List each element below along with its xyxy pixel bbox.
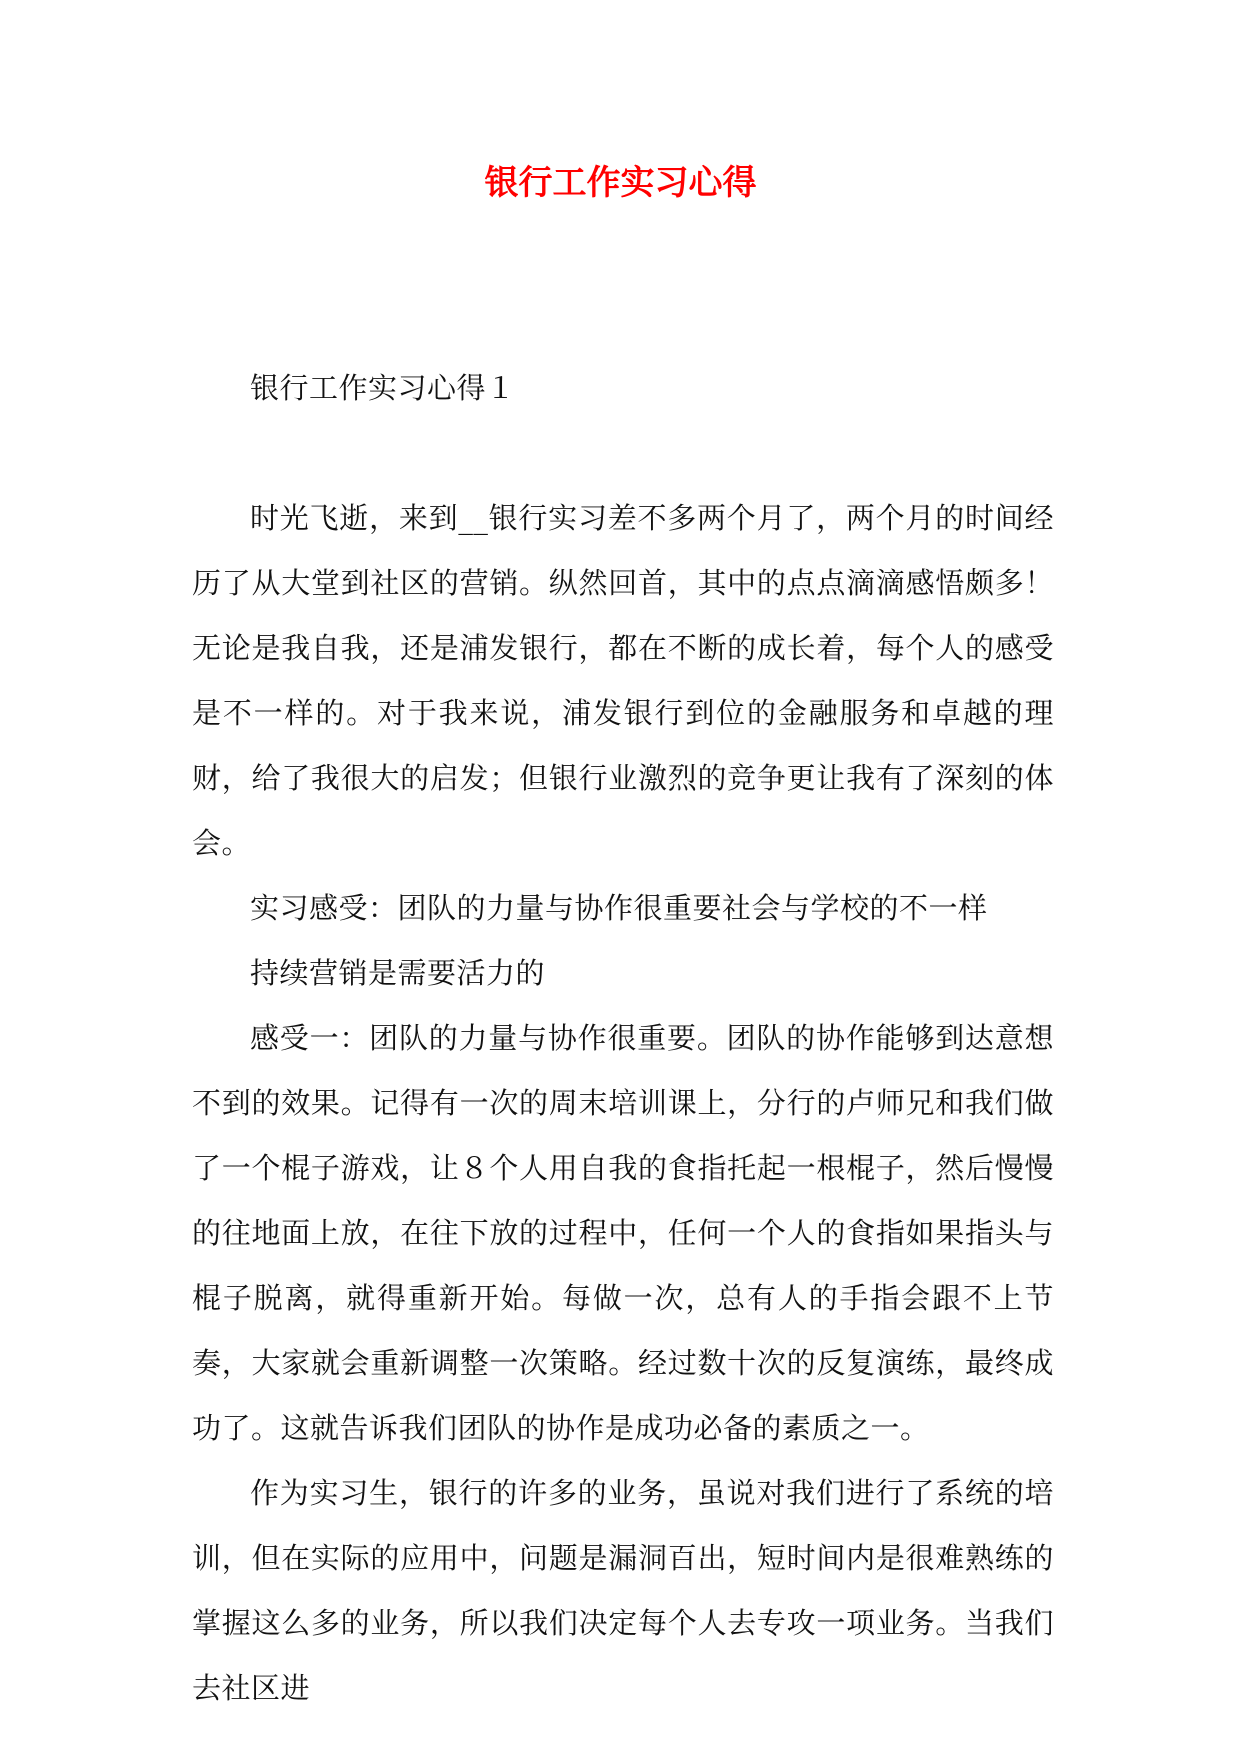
- paragraph-intro: 时光飞逝，来到__银行实习差不多两个月了，两个月的时间经历了从大堂到社区的营销。纵然回首，其中的点点滴滴感悟颇多！无论是我自我，还是浦发银行，都在不断的成长着，每个人的感受是不一样的。对于我来说，浦发银行到位的金融服务和卓越的理财，给了我很大的启发；但银行业激烈的竞争更让我有了深刻的体会。: [192, 501, 1054, 860]
- paragraph-feeling-one: 感受一：团队的力量与协作很重要。团队的协作能够到达意想不到的效果。记得有一次的周末培训课上，分行的卢师兄和我们做了一个棍子游戏，让８个人用自我的食指托起一根棍子，然后慢慢的往地面上放，在往下放的过程中，任何一个人的食指如果指头与棍子脱离，就得重新开始。每做一次，总有人的手指会跟不上节奏，大家就会重新调整一次策略。经过数十次的反复演练，最终成功了。这就告诉我们团队的协作是成功必备的素质之一。: [192, 1021, 1054, 1445]
- document-title: 银行工作实习心得: [484, 163, 757, 203]
- paragraph-intern-business: 作为实习生，银行的许多的业务，虽说对我们进行了系统的培训，但在实际的应用中，问题是漏洞百出，短时间内是很难熟练的掌握这么多的业务，所以我们决定每个人去专攻一项业务。当我们去社区进: [192, 1476, 1054, 1705]
- section-heading: 银行工作实习心得１: [250, 371, 516, 405]
- document-body: [192, 356, 1054, 1721]
- paragraph-summary: 实习感受：团队的力量与协作很重要社会与学校的不一样: [250, 891, 988, 925]
- paragraph-summary-continued: 持续营销是需要活力的: [250, 956, 546, 990]
